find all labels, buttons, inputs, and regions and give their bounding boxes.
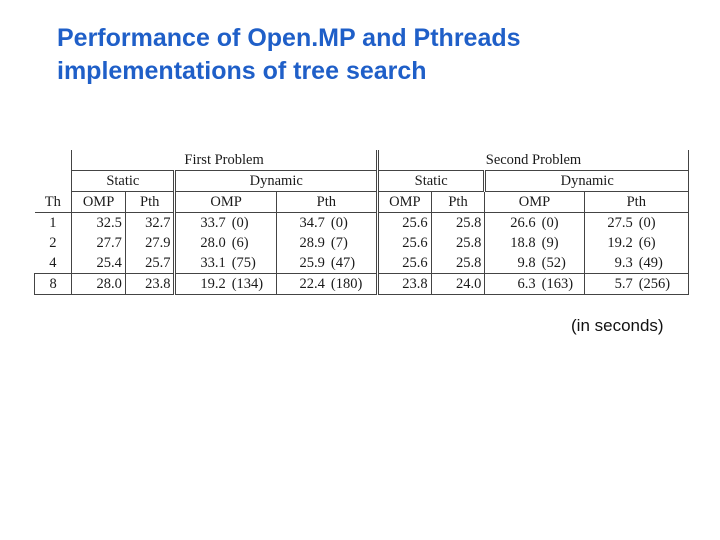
p2-dynamic-header: Dynamic — [485, 171, 689, 192]
cell-value: 22.4 — [276, 274, 328, 295]
cell-value: 19.2 — [584, 233, 636, 253]
performance-table-container — [34, 150, 689, 295]
cell-value: 18.8 — [485, 233, 539, 253]
cell-value: 33.7 — [175, 213, 229, 234]
cell-value: 33.1 — [175, 253, 229, 274]
cell-threads: 8 — [35, 274, 72, 295]
col-header-p2-static-omp: OMP — [377, 192, 431, 213]
performance-table — [34, 150, 689, 295]
cell-count: (9) — [541, 235, 559, 251]
cell-count: (49) — [636, 253, 689, 274]
slide-title — [57, 22, 697, 88]
second-problem-header: Second Problem — [377, 150, 688, 171]
cell-value: 9.3 — [584, 253, 636, 274]
col-header-p2-dyn-pth: Pth — [584, 192, 688, 213]
cell-value: 27.9 — [125, 233, 175, 253]
col-header-p2-dyn-omp: OMP — [485, 192, 584, 213]
p2-static-header: Static — [377, 171, 484, 192]
cell-count: (0) — [636, 213, 689, 234]
p1-static-header: Static — [72, 171, 175, 192]
slide-title-line-2: implementations of tree search — [57, 57, 427, 85]
cell-value: 25.8 — [431, 253, 485, 274]
cell-value: 25.9 — [276, 253, 328, 274]
cell-count: (47) — [328, 253, 378, 274]
cell-value: 28.0 — [175, 233, 229, 253]
cell-threads: 4 — [35, 253, 72, 274]
cell-value: 24.0 — [431, 274, 485, 295]
cell-value: 25.6 — [377, 233, 431, 253]
cell-value: 6.3 — [485, 274, 539, 295]
cell-count: (6) — [231, 235, 249, 251]
col-header-p1-dyn-pth: Pth — [276, 192, 377, 213]
slide-title-line-1: Performance of Open.MP and Pthreads — [57, 24, 521, 52]
cell-value: 25.8 — [431, 233, 485, 253]
col-header-p1-static-pth: Pth — [125, 192, 175, 213]
cell-value: 19.2 — [175, 274, 229, 295]
cell-count: (0) — [330, 215, 348, 231]
p1-dynamic-header: Dynamic — [175, 171, 377, 192]
schedule-header-row — [35, 171, 689, 192]
cell-value: 25.6 — [377, 253, 431, 274]
cell-value: 25.6 — [377, 213, 431, 234]
units-footnote: (in seconds) — [571, 316, 664, 335]
cell-value: 26.6 — [485, 213, 539, 234]
col-header-p1-static-omp: OMP — [72, 192, 126, 213]
cell-count: (180) — [328, 274, 378, 295]
cell-count: (134) — [229, 274, 277, 295]
cell-value: 28.9 — [276, 233, 328, 253]
cell-value: 25.8 — [431, 213, 485, 234]
cell-value: 25.4 — [72, 253, 126, 274]
table-row — [35, 274, 689, 295]
cell-value: 23.8 — [125, 274, 175, 295]
cell-value: 5.7 — [584, 274, 636, 295]
cell-threads: 1 — [49, 215, 57, 231]
col-header-p1-dyn-omp: OMP — [175, 192, 276, 213]
cell-value: 27.7 — [72, 233, 126, 253]
cell-count: (75) — [229, 253, 277, 274]
cell-value: 25.7 — [125, 253, 175, 274]
cell-count: (0) — [541, 215, 559, 231]
cell-count: (52) — [539, 253, 584, 274]
cell-threads: 2 — [49, 235, 57, 251]
cell-value: 27.5 — [584, 213, 636, 234]
col-header-p2-static-pth: Pth — [431, 192, 485, 213]
cell-value: 32.5 — [72, 213, 126, 234]
first-problem-header: First Problem — [72, 150, 378, 171]
table-row — [35, 233, 689, 253]
cell-value: 23.8 — [377, 274, 431, 295]
cell-value: 9.8 — [485, 253, 539, 274]
cell-value: 32.7 — [125, 213, 175, 234]
table-row — [35, 253, 689, 274]
cell-count: (0) — [231, 215, 249, 231]
cell-count: (256) — [636, 274, 689, 295]
col-header-th: Th — [35, 192, 72, 213]
cell-value: 34.7 — [276, 213, 328, 234]
cell-count: (163) — [539, 274, 584, 295]
cell-count: (6) — [636, 233, 689, 253]
cell-count: (7) — [330, 235, 348, 251]
cell-value: 28.0 — [72, 274, 126, 295]
problem-header-row — [35, 150, 689, 171]
column-header-row — [35, 192, 689, 213]
table-row — [35, 213, 689, 234]
